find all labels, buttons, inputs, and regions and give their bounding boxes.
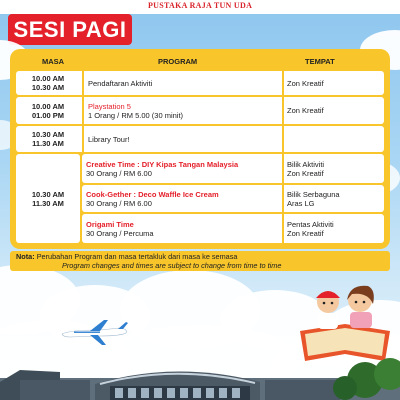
session-title: SESI PAGI [13,16,127,42]
header-venue: TEMPAT [305,57,335,66]
header-time: MASA [42,57,65,66]
row-program: Creative Time : DIY Kipas Tangan Malaysia 30 Orang / RM 6.00 [86,159,239,178]
row-program: Library Tour! [88,134,130,144]
row-venue: Zon Kreatif [287,106,324,115]
row-venue: Pentas Aktiviti Zon Kreatif [287,219,334,238]
schedule-table [10,49,390,249]
row-venue: Bilik Serbaguna Aras LG [287,189,340,208]
row-venue: Zon Kreatif [287,78,324,88]
library-building-illustration [0,350,400,400]
table-row [16,71,384,95]
table-row [82,214,384,243]
note-malay: Nota: Perubahan Program dan masa tertakluk dari masa ke semasa [16,252,238,261]
row-time: 10.00 AM 10.30 AM [31,74,65,92]
airplane-icon [60,318,130,353]
row-venue [284,126,384,152]
row-time: 10.30 AM 11.30 AM [31,130,65,148]
note-english: Program changes and times are subject to change from time to time [62,261,282,270]
program-note [10,251,390,271]
header-program: PROGRAM [158,57,198,66]
table-header [10,57,390,69]
table-row [16,97,384,124]
table-row [16,126,384,152]
row-time: 10.00 AM 01.00 PM [31,101,65,120]
row-program: Playstation 5 1 Orang / RM 5.00 (30 minit) [88,101,184,120]
table-row [82,185,384,212]
row-venue: Bilik Aktiviti Zon Kreatif [287,159,325,178]
row-program: Origami Time 30 Orang / Percuma [86,219,154,238]
row-time: 10.30 AM 11.30 AM [16,154,80,243]
row-program: Cook-Gether : Deco Waffle Ice Cream 30 Orang / RM 6.00 [86,189,219,208]
logo-placeholder [0,0,40,12]
session-badge [8,14,132,45]
org-name: PUSTAKA RAJA TUN UDA [148,1,253,10]
row-program: Pendaftaran Aktiviti [88,78,153,88]
table-row [82,154,384,183]
